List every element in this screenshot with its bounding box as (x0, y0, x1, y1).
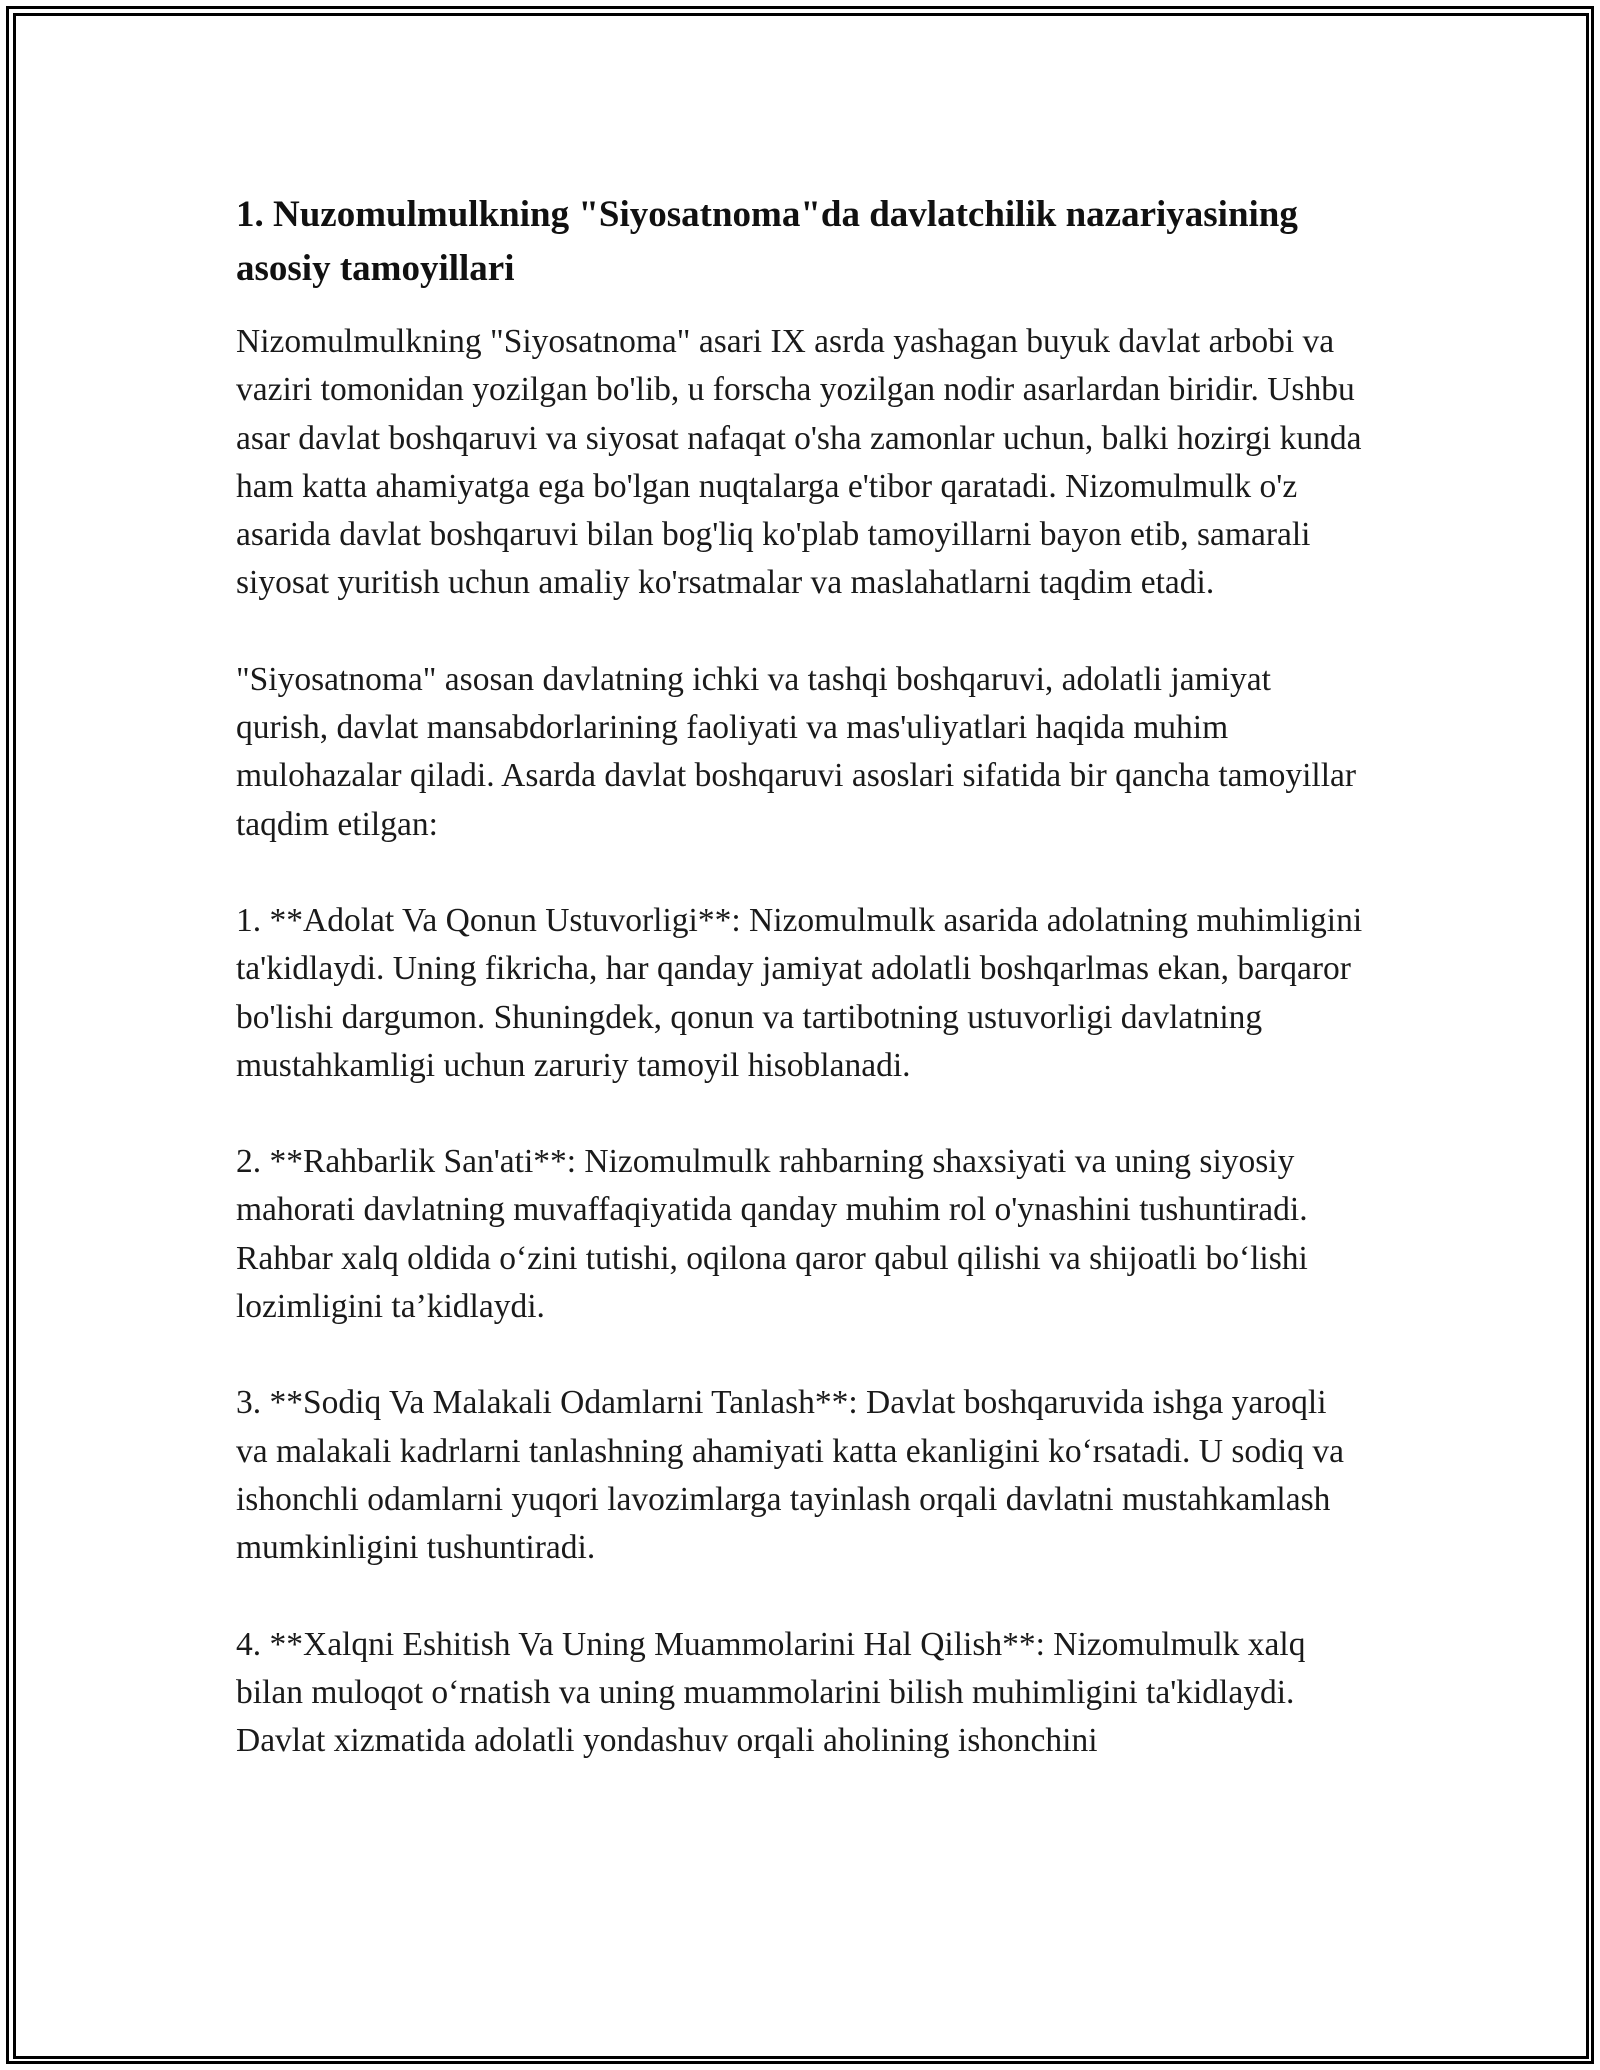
summary-paragraph: "Siyosatnoma" asosan davlatning ichki va tashqi boshqaruvi, adolatli jamiyat qurish, davlat mansabdorlarining faoliyati va mas'uliyatlari haqida muhim mulohazalar qiladi. Asarda davlat boshqaruvi asoslari sifatida bir qancha tamoyillar taqdim etilgan: (236, 660, 1357, 843)
document-title: 1. Nuzomulmulkning "Siyosatnoma"da davlatchilik nazariyasining asosiy tamoyillari (236, 194, 1298, 289)
principle-selection-paragraph: 3. **Sodiq Va Malakali Odamlarni Tanlash**: Davlat boshqaruvida ishga yaroqli va malakali kadrlarni tanlashning ahamiyati katta ekanligini ko‘rsatadi. U sodiq va ishonchli odamlarni yuqori lavozimlarga tayinlash orqali davlatni mustahkamlash mumkinligini tushuntiradi. (236, 1384, 1344, 1567)
principle-justice-paragraph: 1. **Adolat Va Qonun Ustuvorligi**: Nizomulmulk asarida adolatning muhimligini ta'kidlaydi. Uning fikricha, har qanday jamiyat adolatli boshqarlmas ekan, barqaror bo'lishi dargumon. Shuningdek, qonun va tartibotning ustuvorligi davlatning mustahkamligi uchun zaruriy tamoyil hisoblanadi. (236, 901, 1363, 1084)
intro-paragraph: Nizomulmulkning "Siyosatnoma" asari IX asrda yashagan buyuk davlat arbobi va vaziri tomonidan yozilgan bo'lib, u forscha yozilgan nodir asarlardan biridir. Ushbu asar davlat boshqaruvi va siyosat nafaqat o'sha zamonlar uchun, balki hozirgi kunda ham katta ahamiyatga ega bo'lgan nuqtalarga e'tibor qaratadi. Nizomulmulk o'z asarida davlat boshqaruvi bilan bog'liq ko'plab tamoyillarni bayon etib, samarali siyosat yuritish uchun amaliy ko'rsatmalar va maslahatlarni taqdim etadi. (236, 323, 1362, 602)
principle-people-paragraph: 4. **Xalqni Eshitish Va Uning Muammolarini Hal Qilish**: Nizomulmulk xalq bilan muloqot o‘rnatish va uning muammolarini bilish muhimligini ta'kidlaydi. Davlat xizmatida adolatli yondashuv orqali aholining ishonchini (236, 1625, 1306, 1760)
principle-leadership-paragraph: 2. **Rahbarlik San'ati**: Nizomulmulk rahbarning shaxsiyati va uning siyosiy mahorati davlatning muvaffaqiyatida qanday muhim rol o'ynashini tushuntiradi. Rahbar xalq oldida o‘zini tutishi, oqilona qaror qabul qilishi va shijoatli bo‘lishi lozimligini ta’kidlaydi. (236, 1143, 1308, 1326)
document-body (236, 188, 1366, 1813)
